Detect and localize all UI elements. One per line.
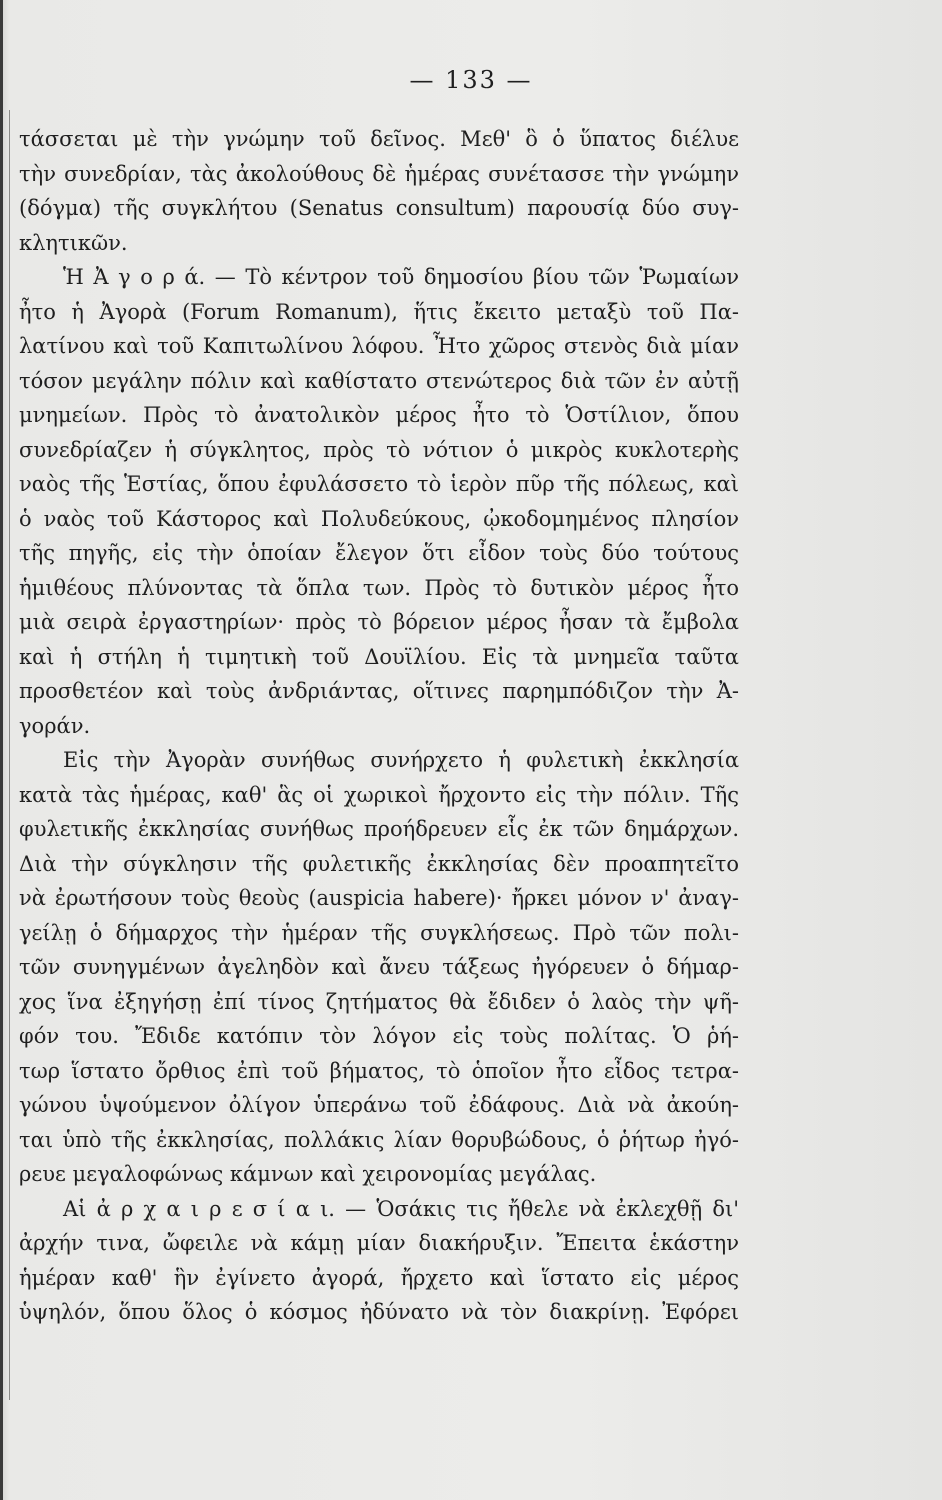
text-line: Διὰ τὴν σύγκλησιν τῆς φυλετικῆς ἐκκλησίας δὲν προαπητεῖτο	[19, 851, 739, 876]
text-line: ἀρχήν τινα, ὤφειλε νὰ κάμῃ μίαν διακήρυξιν. Ἔπειτα ἑκάστην	[19, 1231, 739, 1255]
text-line: συνεδρίαζεν ἡ σύγκλητος, πρὸς τὸ νότιον ὁ μικρὸς κυκλοτερὴς	[19, 437, 739, 462]
section-heading-line: Αἱ ἀ ρ χ α ι ρ ε σ ί α ι. — Ὁσάκις τις ἤθελε νὰ ἐκλεχθῇ δι'	[63, 1196, 739, 1221]
binding-edge	[0, 0, 3, 1500]
text-line: ὑψηλόν, ὅπου ὅλος ὁ κόσμος ἠδύνατο νὰ τὸν διακρίνῃ. Ἐφόρει	[19, 1300, 739, 1324]
text-line: μνημείων. Πρὸς τὸ ἀνατολικὸν μέρος ἦτο τὸ Ὁστίλιον, ὅπου	[19, 403, 739, 427]
text-line: τωρ ἵστατο ὄρθιος ἐπὶ τοῦ βήματος, τὸ ὁποῖον ἦτο εἶδος τετρα-	[19, 1058, 739, 1083]
section-heading-line: Ἡ Ἀ γ ο ρ ά. — Τὸ κέντρον τοῦ δημοσίου βίου τῶν Ῥωμαίων	[63, 265, 739, 289]
text-line: προσθετέον καὶ τοὺς ἀνδριάντας, οἵτινες παρημπόδιζον τὴν Ἀ-	[19, 679, 739, 703]
text-line: ἡμέραν καθ' ἣν ἐγίνετο ἀγορά, ἤρχετο καὶ ἵστατο εἰς μέρος	[19, 1265, 739, 1290]
body-text	[19, 122, 739, 1330]
text-line: τὴν συνεδρίαν, τὰς ἀκολούθους δὲ ἡμέρας συνέτασσε τὴν γνώμην	[19, 161, 739, 186]
text-line: νὰ ἐρωτήσουν τοὺς θεοὺς (auspicia habere)· ἤρκει μόνον ν' ἀναγ-	[19, 886, 739, 910]
text-line: μιὰ σειρὰ ἐργαστηρίων· πρὸς τὸ βόρειον μέρος ἦσαν τὰ ἔμβολα	[19, 610, 739, 634]
text-line: γοράν.	[19, 713, 91, 738]
text-line: τόσον μεγάλην πόλιν καὶ καθίστατο στενώτερος διὰ τῶν ἐν αὐτῇ	[19, 368, 739, 393]
text-line: Εἰς τὴν Ἀγορὰν συνήθως συνήρχετο ἡ φυλετικὴ ἐκκλησία	[63, 748, 739, 772]
text-line: καὶ ἡ στήλη ἡ τιμητικὴ τοῦ Δουϊλίου. Εἰς τὰ μνημεῖα ταῦτα	[19, 644, 739, 669]
text-line: ἡμιθέους πλύνοντας τὰ ὅπλα των. Πρὸς τὸ δυτικὸν μέρος ἦτο	[19, 575, 739, 600]
text-line: κλητικῶν.	[19, 230, 128, 255]
text-line: (δόγμα) τῆς συγκλήτου (Senatus consultum) παρουσίᾳ δύο συγ-	[19, 196, 739, 220]
text-line: γώνου ὑψούμενον ὀλίγον ὑπεράνω τοῦ ἐδάφους. Διὰ νὰ ἀκούη-	[19, 1093, 739, 1117]
text-line: τῆς πηγῆς, εἰς τὴν ὁποίαν ἔλεγον ὅτι εἶδον τοὺς δύο τούτους	[19, 541, 739, 565]
text-line: ναὸς τῆς Ἑστίας, ὅπου ἐφυλάσσετο τὸ ἱερὸν πῦρ τῆς πόλεως, καὶ	[19, 472, 739, 496]
text-line: τῶν συνηγμένων ἀγεληδὸν καὶ ἄνευ τάξεως ἠγόρευεν ὁ δήμαρ-	[19, 955, 739, 979]
text-line: γείλῃ ὁ δήμαρχος τὴν ἡμέραν τῆς συγκλήσεως. Πρὸ τῶν πολι-	[19, 920, 739, 945]
text-line: φυλετικῆς ἐκκλησίας συνήθως προήδρευεν εἷς ἐκ τῶν δημάρχων.	[19, 817, 739, 841]
text-line: χος ἵνα ἐξηγήσῃ ἐπί τίνος ζητήματος θὰ ἔδιδεν ὁ λαὸς τὴν ψῆ-	[19, 989, 739, 1014]
text-line: ἦτο ἡ Ἀγορὰ (Forum Romanum), ἥτις ἔκειτο μεταξὺ τοῦ Πα-	[19, 299, 739, 324]
text-line: φόν του. Ἔδιδε κατόπιν τὸν λόγον εἰς τοὺς πολίτας. Ὁ ῥή-	[19, 1024, 739, 1048]
text-line: τάσσεται μὲ τὴν γνώμην τοῦ δεῖνος. Μεθ' ὃ ὁ ὕπατος διέλυε	[19, 127, 739, 151]
text-line: λατίνου καὶ τοῦ Καπιτωλίνου λόφου. Ἦτο χῶρος στενὸς διὰ μίαν	[19, 334, 739, 358]
text-line: κατὰ τὰς ἡμέρας, καθ' ἃς οἱ χωρικοὶ ἤρχοντο εἰς τὴν πόλιν. Τῆς	[19, 782, 739, 807]
text-line: ρευε μεγαλοφώνως κάμνων καὶ χειρονομίας μεγάλας.	[19, 1162, 597, 1186]
text-line: ὁ ναὸς τοῦ Κάστορος καὶ Πολυδεύκους, ᾠκοδομημένος πλησίον	[19, 506, 739, 531]
text-line: ται ὑπὸ τῆς ἐκκλησίας, πολλάκις λίαν θορυβώδους, ὁ ῥήτωρ ἠγό-	[19, 1127, 739, 1152]
page-number: — 133 —	[409, 66, 533, 94]
binding-shadow	[9, 110, 10, 1400]
